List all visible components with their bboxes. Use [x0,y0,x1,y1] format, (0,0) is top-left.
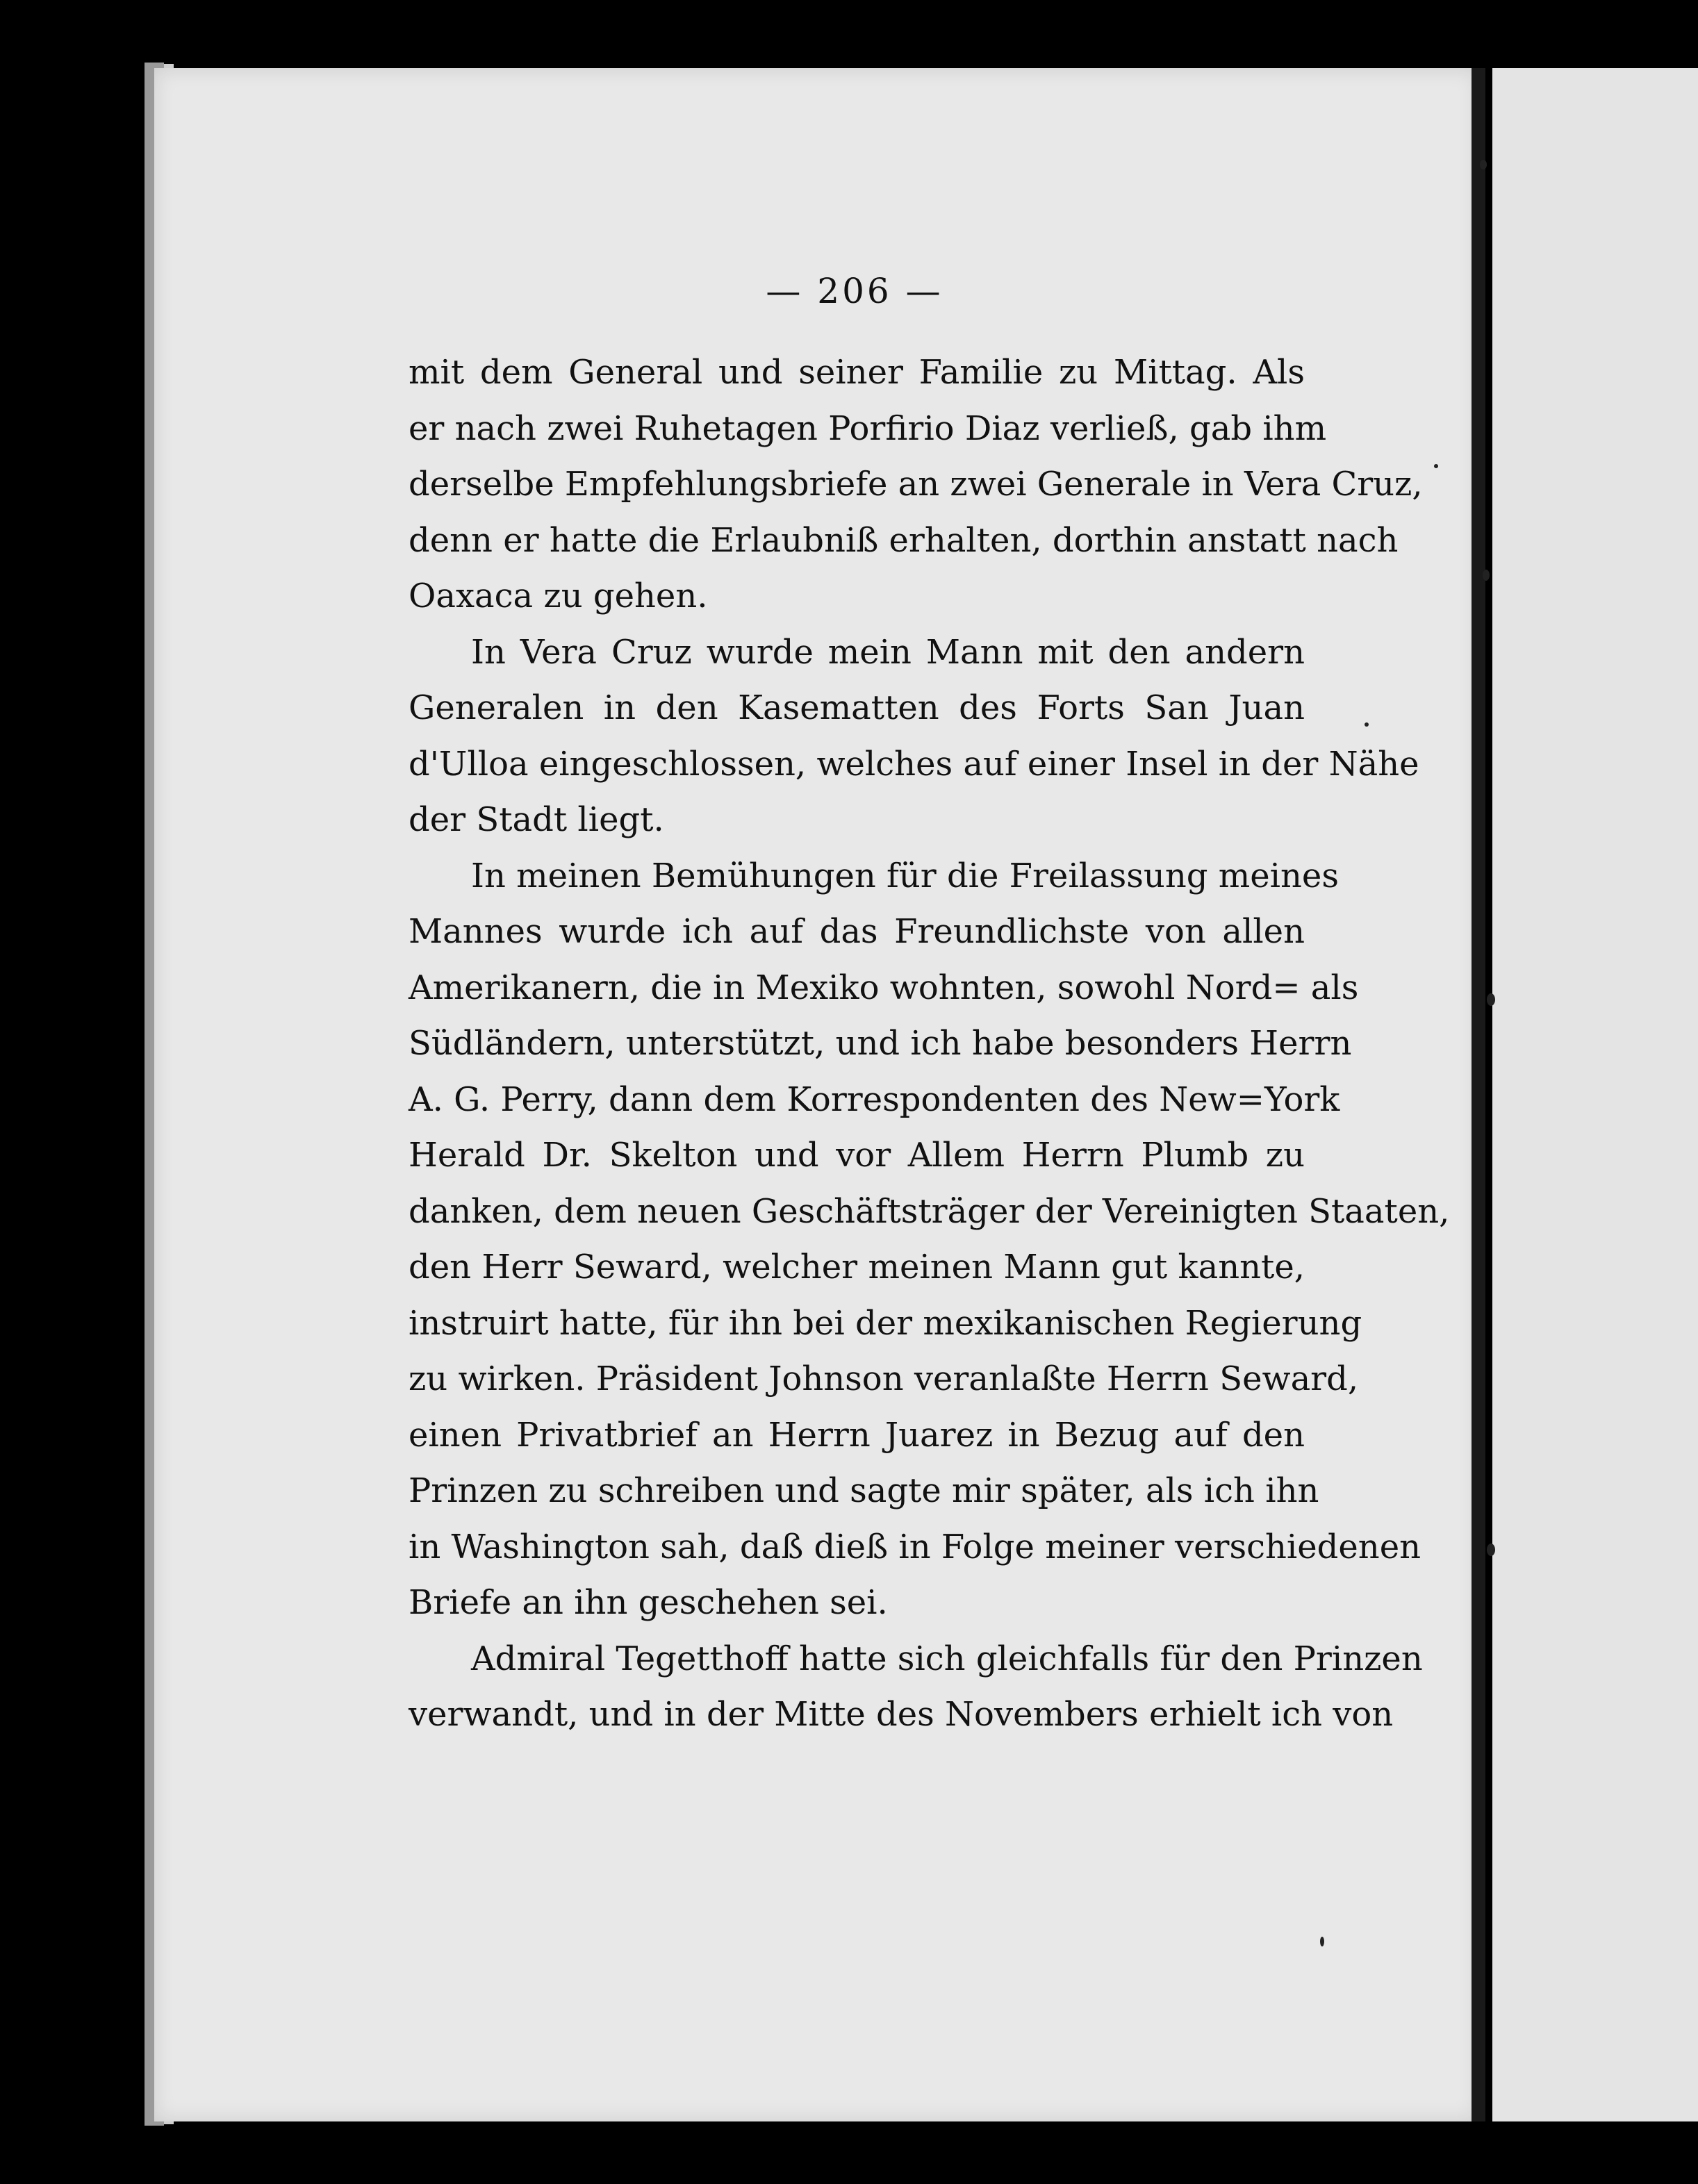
text-line: Prinzen zu schreiben und sagte mir später, als ich ihn [409,1471,1319,1510]
body-text [409,345,1450,1743]
text-line: mit dem General und seiner Familie zu Mittag. Als [409,353,1305,392]
scan-speck [1365,722,1369,727]
text-line: verwandt, und in der Mitte des Novembers erhielt ich von [409,1695,1394,1734]
scan-speck [1434,464,1438,468]
text-line: In meinen Bemühungen für die Freilassung meines [471,856,1339,895]
scan-speck [1487,993,1495,1006]
text-line: einen Privatbrief an Herrn Juarez in Bezug auf den [409,1415,1305,1455]
scan-speck [1320,1937,1324,1946]
scan-speck [1483,570,1490,581]
text-line: zu wirken. Präsident Johnson veranlaßte Herrn Seward, [409,1359,1359,1398]
text-line: der Stadt liegt. [409,800,664,839]
text-line: Generalen in den Kasematten des Forts San Juan [409,688,1305,727]
right-page-edge [1492,68,1698,2121]
text-line: Briefe an ihn geschehen sei. [409,1583,888,1622]
scan-speck [1487,1544,1495,1556]
text-line: denn er hatte die Erlaubniß erhalten, dorthin anstatt nach [409,520,1399,560]
text-line: er nach zwei Ruhetagen Porfirio Diaz verließ, gab ihm [409,408,1327,448]
text-line: Herald Dr. Skelton und vor Allem Herrn Plumb zu [409,1136,1305,1175]
text-line: in Washington sah, daß dieß in Folge meiner verschiedenen [409,1527,1421,1566]
text-line: Amerikanern, die in Mexiko wohnten, sowohl Nord= als [409,968,1359,1007]
text-line: den Herr Seward, welcher meinen Mann gut kannte, [409,1248,1305,1287]
scan-speck [1480,160,1487,169]
text-line: d'Ulloa eingeschlossen, welches auf einer Insel in der Nähe [409,744,1419,784]
text-line: Südländern, unterstützt, und ich habe besonders Herrn [409,1024,1352,1063]
text-line: A. G. Perry, dann dem Korrespondenten des New=York [409,1079,1340,1119]
text-line: instruirt hatte, für ihn bei der mexikanischen Regierung [409,1303,1362,1343]
text-line: derselbe Empfehlungsbriefe an zwei Generale in Vera Cruz, [409,465,1423,504]
text-line: Admiral Tegetthoff hatte sich gleichfalls für den Prinzen [471,1639,1423,1678]
book-gutter [1472,68,1485,2121]
text-line: In Vera Cruz wurde mein Mann mit den andern [471,632,1305,672]
text-line: Oaxaca zu gehen. [409,577,708,615]
page-number: — 206 — [766,271,943,311]
text-line: Mannes wurde ich auf das Freundlichste von allen [409,912,1305,951]
text-line: danken, dem neuen Geschäftsträger der Vereinigten Staaten, [409,1191,1450,1231]
